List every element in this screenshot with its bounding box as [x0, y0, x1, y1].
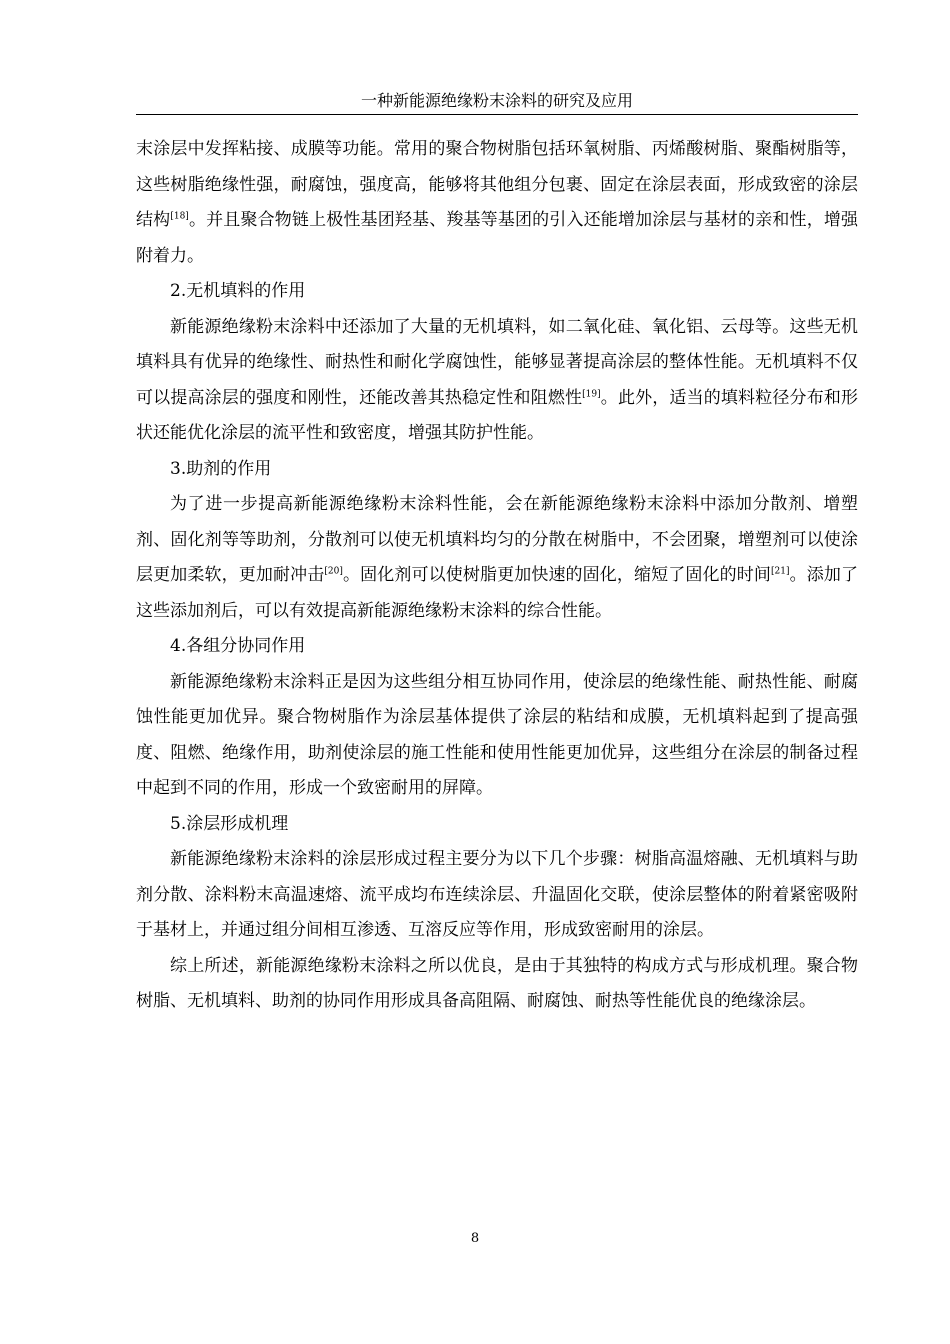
paragraph-resin-continued [136, 132, 858, 274]
section-heading-mechanism: 5.涂层形成机理 [170, 813, 289, 834]
section-heading-synergy: 4.各组分协同作用 [170, 636, 306, 656]
header-title: 一种新能源绝缘粉末涂料的研究及应用 [360, 91, 633, 110]
paragraph-mechanism: 新能源绝缘粉末涂料的涂层形成过程主要分为以下几个步骤：树脂高温熔融、无机填料与助剂分散、涂料粉末高温速熔、流平成均布连续涂层、升温固化交联，使涂层整体的附着紧密吸附于基材上，并通过组分间相互渗透、互溶反应等作用，形成致密耐用的涂层。 [136, 849, 858, 940]
citation-ref[interactable]: [20] [324, 566, 343, 577]
paragraph-text: 。添加了这些添加剂后，可以有效提高新能源绝缘粉末涂料的综合性能。 [136, 565, 859, 621]
citation-ref[interactable]: [18] [170, 211, 189, 222]
paragraph-text: 。并且聚合物链上极性基团羟基、羧基等基团的引入还能增加涂层与基材的亲和性，增强附着力。 [136, 210, 859, 266]
section-heading-additives: 3.助剂的作用 [170, 458, 272, 479]
paragraph-additives [136, 487, 858, 629]
citation-ref[interactable]: [21] [771, 566, 790, 577]
paragraph-filler [136, 310, 858, 452]
paragraph-text: 为了进一步提高新能源绝缘粉末涂料性能，会在新能源绝缘粉末涂料中添加分散剂、增塑剂、固化剂等等助剂，分散剂可以使无机填料均匀的分散在树脂中，不会团聚，增塑剂可以使涂层更加柔软，更加耐冲击 [136, 494, 858, 585]
citation-ref[interactable]: [19] [582, 388, 601, 399]
paragraph-text: 。此外，适当的填料粒径分布和形状还能优化涂层的流平性和致密度，增强其防护性能。 [136, 387, 859, 443]
paragraph-text: 。固化剂可以使树脂更加快速的固化，缩短了固化的时间 [342, 565, 772, 585]
paragraph-text: 末涂层中发挥粘接、成膜等功能。常用的聚合物树脂包括环氧树脂、丙烯酸树脂、聚酯树脂等，这些树脂绝缘性强，耐腐蚀，强度高，能够将其他组分包裹、固定在涂层表面，形成致密的涂层结构 [136, 139, 858, 230]
page-number: 8 [470, 1231, 480, 1246]
paragraph-summary: 综上所述，新能源绝缘粉末涂料之所以优良，是由于其独特的构成方式与形成机理。聚合物树脂、无机填料、助剂的协同作用形成具备高阻隔、耐腐蚀、耐热等性能优良的绝缘涂层。 [136, 955, 858, 1011]
body-text [136, 132, 858, 1020]
paragraph-text: 新能源绝缘粉末涂料中还添加了大量的无机填料，如二氧化硅、氧化铝、云母等。这些无机填料具有优异的绝缘性、耐热性和耐化学腐蚀性，能够显著提高涂层的整体性能。无机填料不仅可以提高涂层的强度和刚性，还能改善其热稳定性和阻燃性 [136, 316, 858, 408]
paragraph-synergy: 新能源绝缘粉末涂料正是因为这些组分相互协同作用，使涂层的绝缘性能、耐热性能、耐腐蚀性能更加优异。聚合物树脂作为涂层基体提供了涂层的粘结和成膜，无机填料起到了提高强度、阻燃、绝缘作用，助剂使涂层的施工性能和使用性能更加优异，这些组分在涂层的制备过程中起到不同的作用，形成一个致密耐用的屏障。 [136, 671, 858, 798]
page-header [136, 88, 858, 115]
section-heading-filler: 2.无机填料的作用 [170, 281, 306, 301]
